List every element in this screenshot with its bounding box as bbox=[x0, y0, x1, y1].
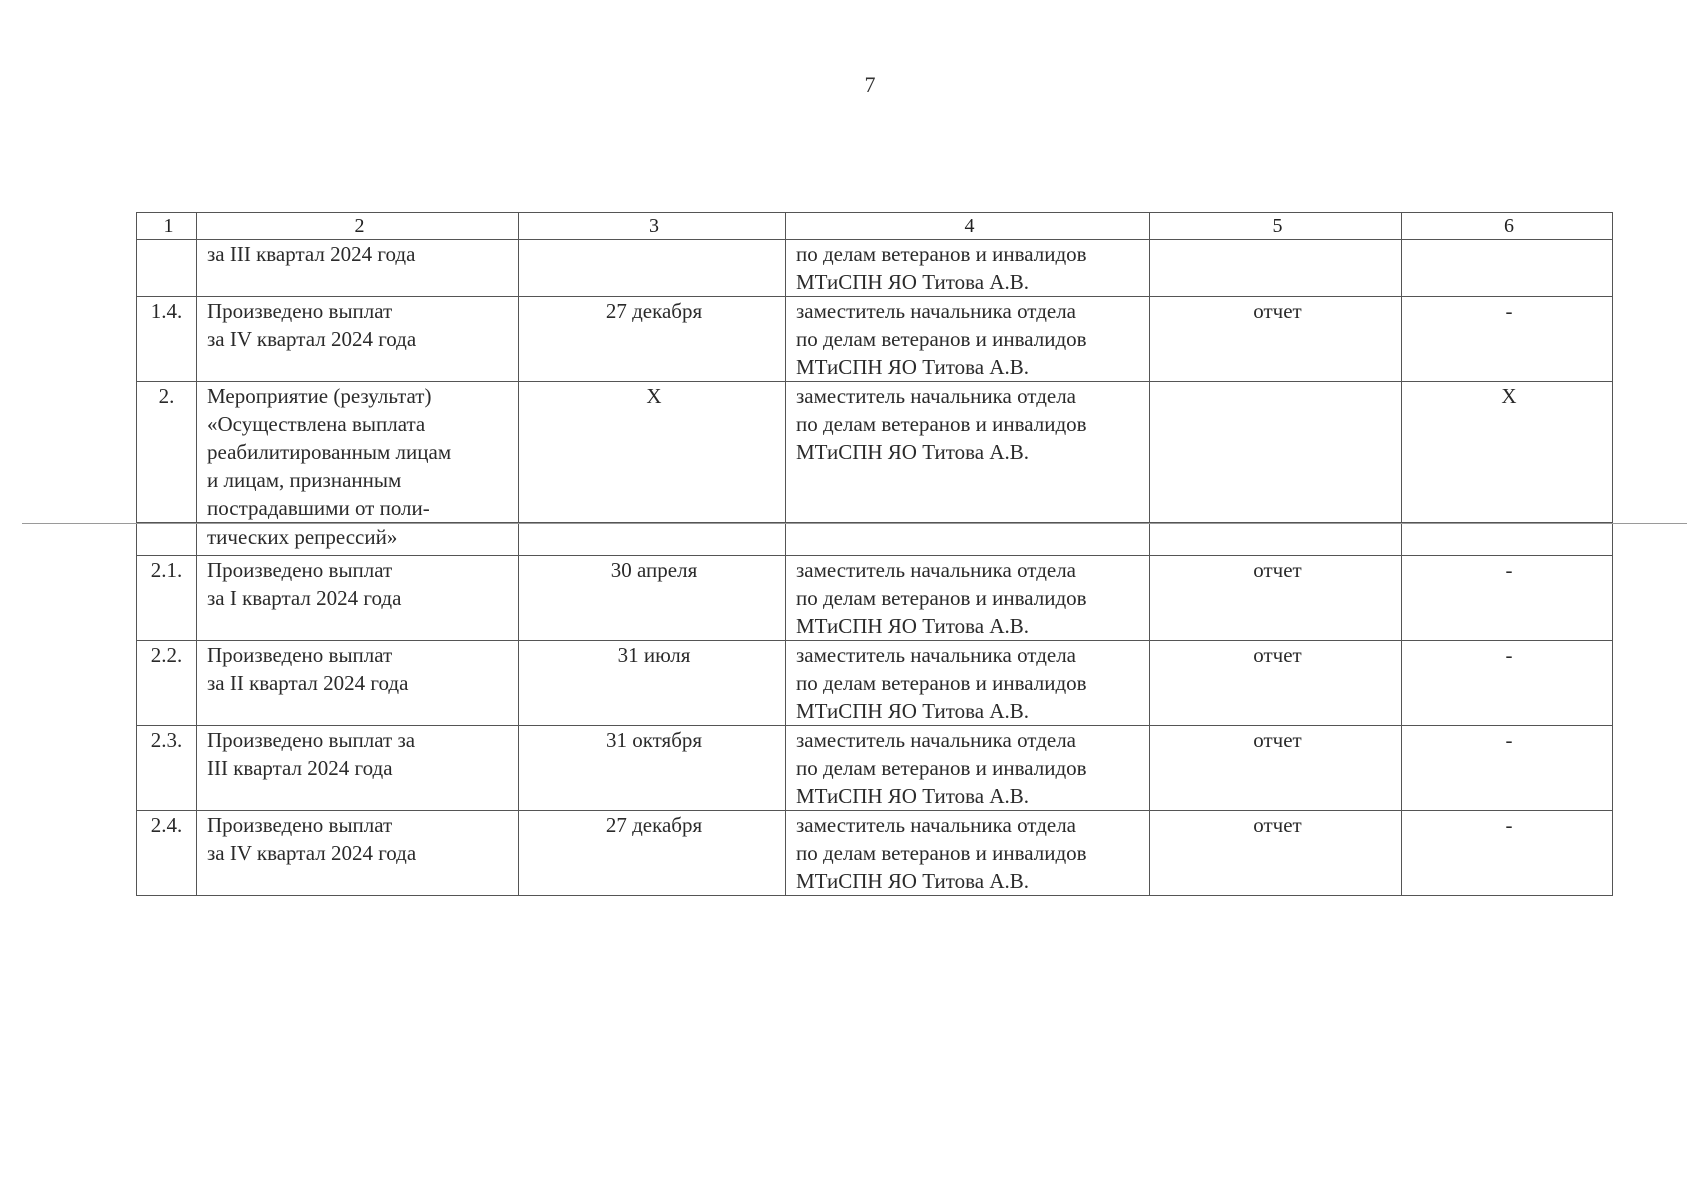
column-header: 1 bbox=[137, 213, 197, 240]
deadline-cell: 31 июля bbox=[519, 641, 786, 726]
deadline-cell: 27 декабря bbox=[519, 811, 786, 896]
column-header: 6 bbox=[1402, 213, 1613, 240]
result-cell bbox=[1150, 382, 1402, 523]
event-cell: Произведено выплат за II квартал 2024 года bbox=[197, 641, 519, 726]
responsible-cell: по делам ветеранов и инвалидов МТиСПН ЯО Титова А.В. bbox=[786, 240, 1150, 297]
table-header-row bbox=[137, 213, 1613, 240]
row-number: 2.3. bbox=[137, 726, 197, 811]
table-row bbox=[137, 641, 1613, 726]
event-cell: Произведено выплат за I квартал 2024 года bbox=[197, 556, 519, 641]
responsible-cell bbox=[786, 523, 1150, 556]
mark-cell: - bbox=[1402, 297, 1613, 382]
deadline-cell: 27 декабря bbox=[519, 297, 786, 382]
mark-cell: Х bbox=[1402, 382, 1613, 523]
result-cell bbox=[1150, 523, 1402, 556]
deadline-cell: 30 апреля bbox=[519, 556, 786, 641]
scan-fold-line bbox=[22, 523, 1687, 524]
event-cell: Мероприятие (результат) «Осуществлена выплата реабилитированным лицам и лицам, признанным пострадавшими от поли- bbox=[197, 382, 519, 523]
column-header: 2 bbox=[197, 213, 519, 240]
event-cell: тических репрессий» bbox=[197, 523, 519, 556]
responsible-cell: заместитель начальника отдела по делам ветеранов и инвалидов МТиСПН ЯО Титова А.В. bbox=[786, 641, 1150, 726]
row-number: 2.4. bbox=[137, 811, 197, 896]
measures-table bbox=[136, 212, 1613, 896]
result-cell: отчет bbox=[1150, 556, 1402, 641]
table-row bbox=[137, 726, 1613, 811]
result-cell bbox=[1150, 240, 1402, 297]
responsible-cell: заместитель начальника отдела по делам ветеранов и инвалидов МТиСПН ЯО Титова А.В. bbox=[786, 382, 1150, 523]
table-row bbox=[137, 523, 1613, 556]
column-header: 3 bbox=[519, 213, 786, 240]
column-header: 5 bbox=[1150, 213, 1402, 240]
row-number: 2.1. bbox=[137, 556, 197, 641]
result-cell: отчет bbox=[1150, 726, 1402, 811]
table-row bbox=[137, 556, 1613, 641]
table-row bbox=[137, 811, 1613, 896]
mark-cell bbox=[1402, 240, 1613, 297]
mark-cell bbox=[1402, 523, 1613, 556]
responsible-cell: заместитель начальника отдела по делам ветеранов и инвалидов МТиСПН ЯО Титова А.В. bbox=[786, 556, 1150, 641]
mark-cell: - bbox=[1402, 811, 1613, 896]
column-header: 4 bbox=[786, 213, 1150, 240]
responsible-cell: заместитель начальника отдела по делам ветеранов и инвалидов МТиСПН ЯО Титова А.В. bbox=[786, 811, 1150, 896]
deadline-cell: 31 октября bbox=[519, 726, 786, 811]
result-cell: отчет bbox=[1150, 641, 1402, 726]
row-number: 2.2. bbox=[137, 641, 197, 726]
event-cell: Произведено выплат за IV квартал 2024 года bbox=[197, 811, 519, 896]
mark-cell: - bbox=[1402, 641, 1613, 726]
table-row bbox=[137, 382, 1613, 523]
deadline-cell: Х bbox=[519, 382, 786, 523]
mark-cell: - bbox=[1402, 556, 1613, 641]
responsible-cell: заместитель начальника отдела по делам ветеранов и инвалидов МТиСПН ЯО Титова А.В. bbox=[786, 297, 1150, 382]
page-number: 7 bbox=[864, 72, 876, 97]
deadline-cell bbox=[519, 523, 786, 556]
mark-cell: - bbox=[1402, 726, 1613, 811]
result-cell: отчет bbox=[1150, 297, 1402, 382]
deadline-cell bbox=[519, 240, 786, 297]
table-row bbox=[137, 297, 1613, 382]
row-number: 2. bbox=[137, 382, 197, 523]
result-cell: отчет bbox=[1150, 811, 1402, 896]
table-row bbox=[137, 240, 1613, 297]
row-number bbox=[137, 523, 197, 556]
row-number: 1.4. bbox=[137, 297, 197, 382]
event-cell: за III квартал 2024 года bbox=[197, 240, 519, 297]
row-number bbox=[137, 240, 197, 297]
event-cell: Произведено выплат за III квартал 2024 года bbox=[197, 726, 519, 811]
responsible-cell: заместитель начальника отдела по делам ветеранов и инвалидов МТиСПН ЯО Титова А.В. bbox=[786, 726, 1150, 811]
event-cell: Произведено выплат за IV квартал 2024 года bbox=[197, 297, 519, 382]
